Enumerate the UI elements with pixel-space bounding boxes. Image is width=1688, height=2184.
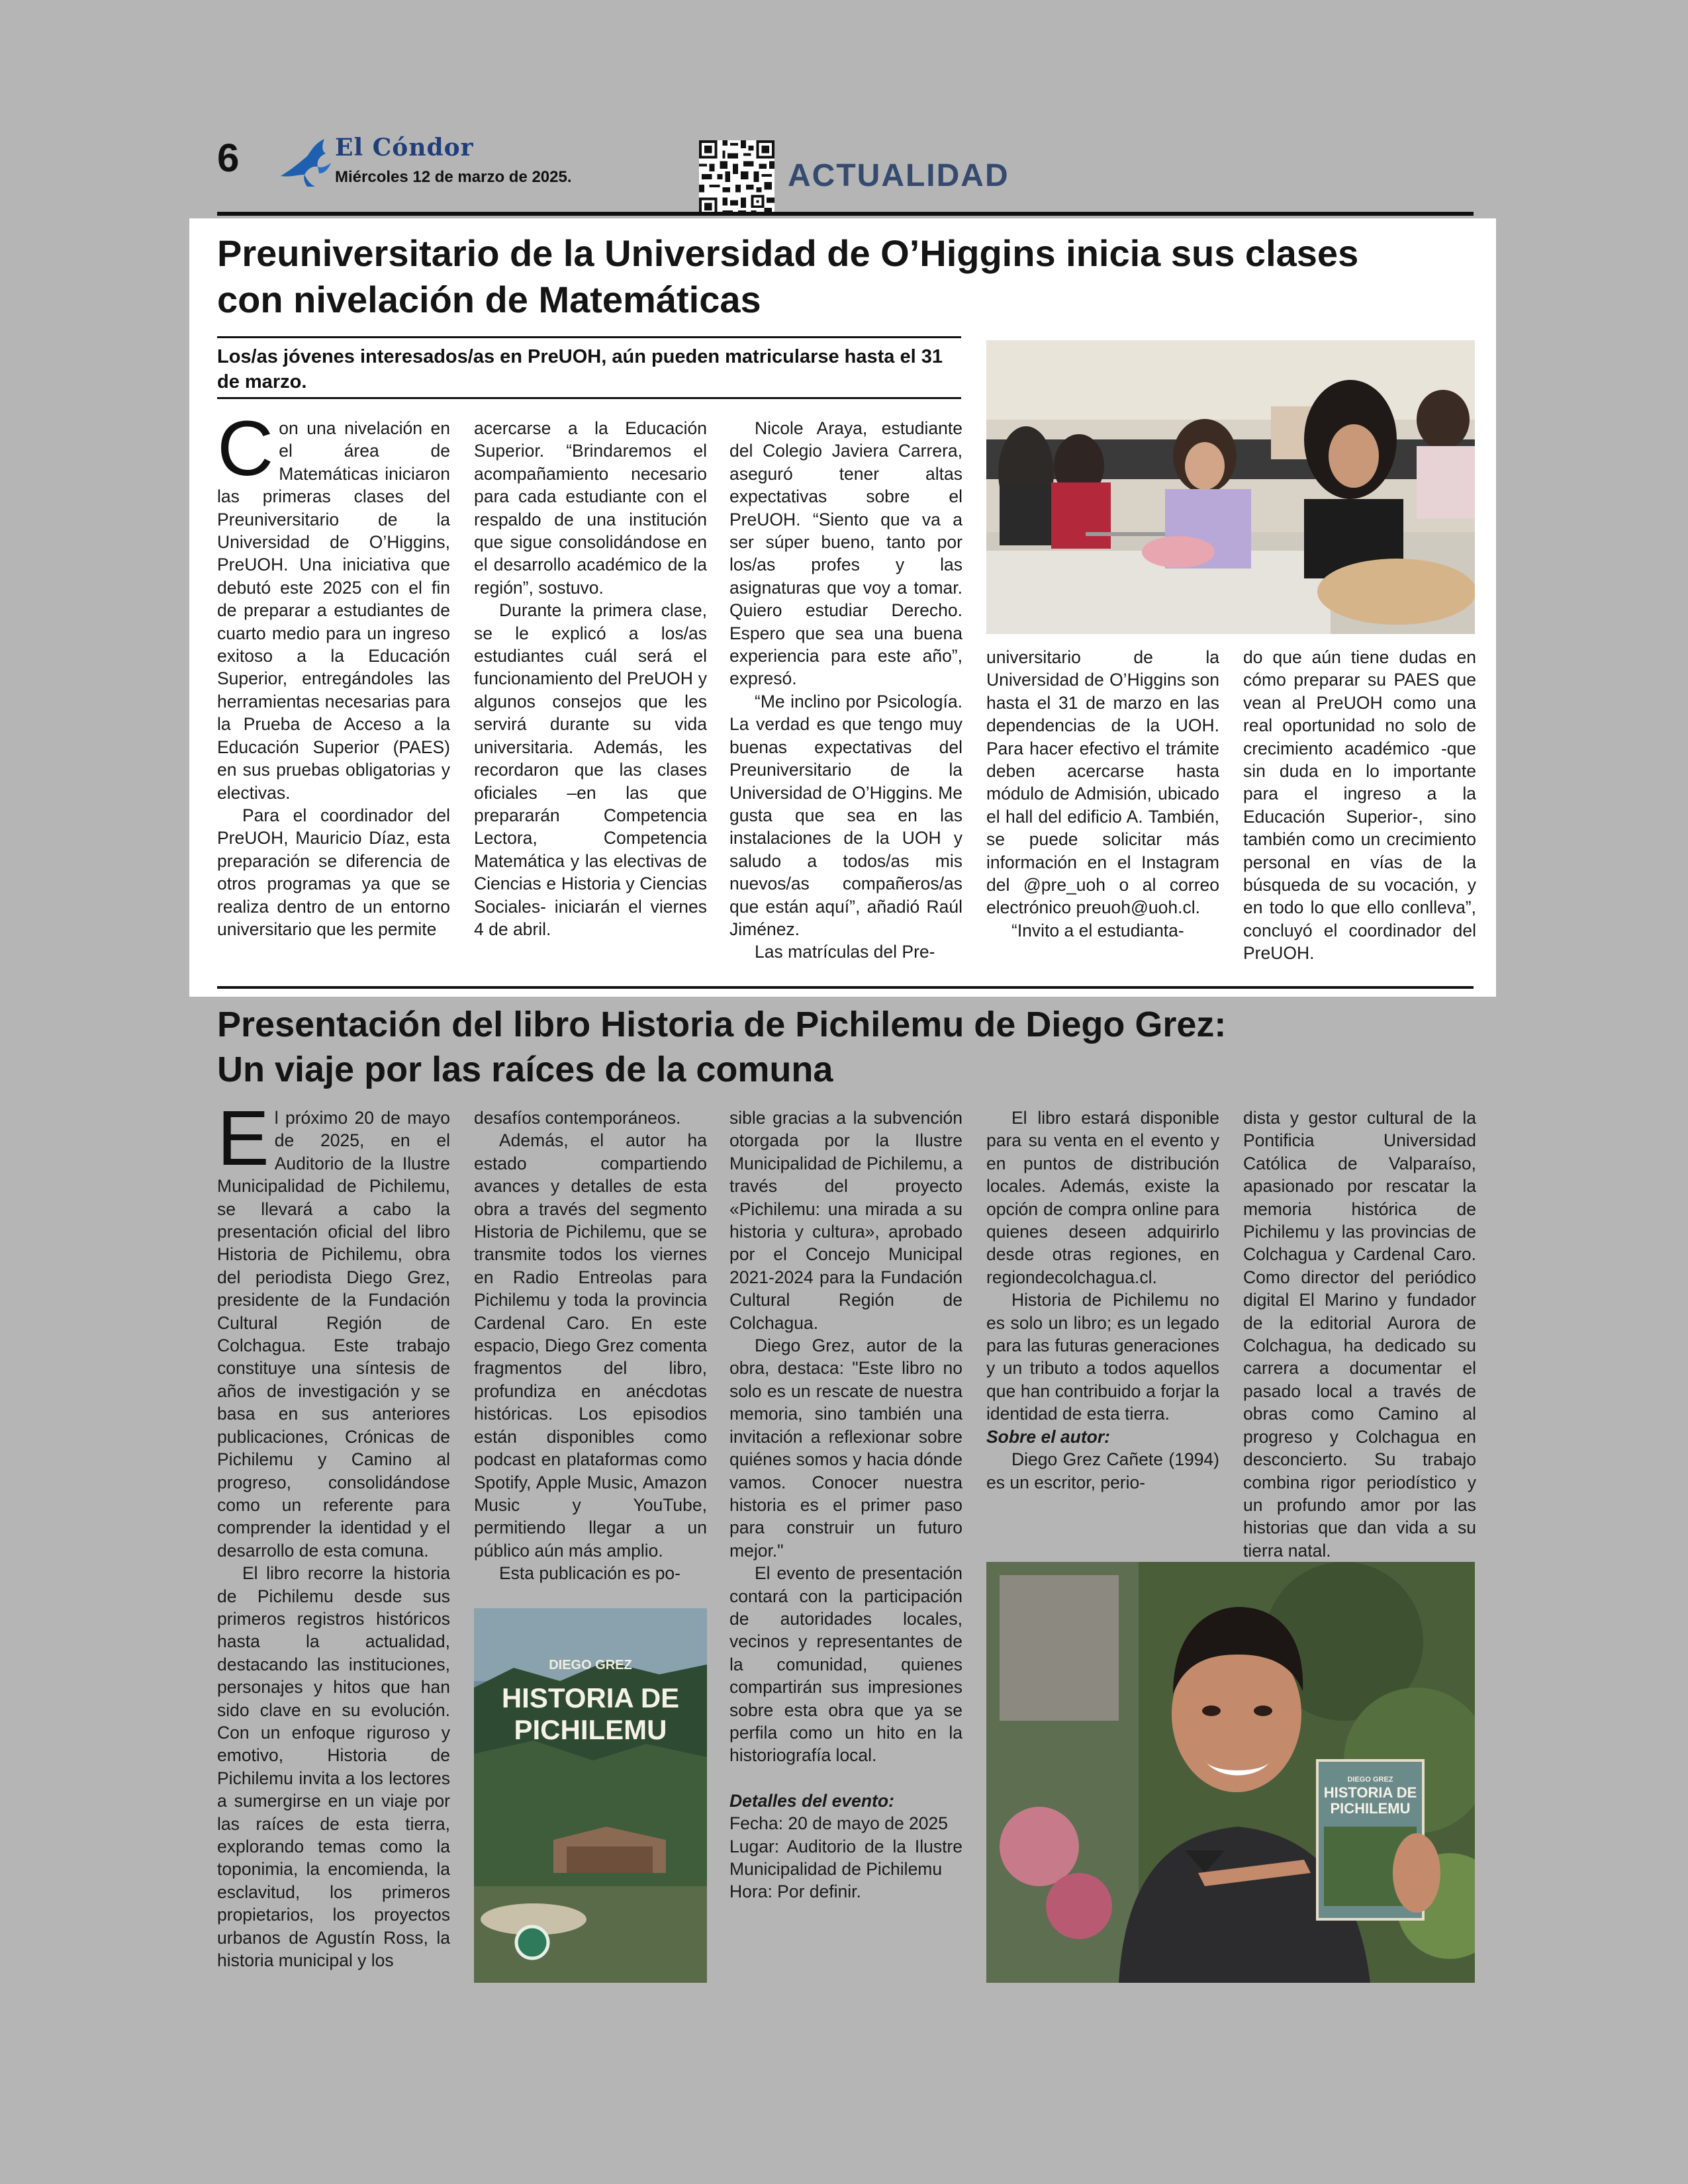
article1-paragraph: Durante la primera clase, se le explicó a los/as estudiantes cuál será el funcionamiento del PreUOH y algunos consejos que les servirá durante su vida universitaria. Además, les recordaron que las clases oficiales –en las que prepararán Competencia Lectora, Competencia Matemática y las electivas de Ciencias e Historia y Ciencias Sociales- iniciarán el viernes 4 de abril. — [474, 600, 707, 939]
article1-column-2 — [474, 417, 707, 966]
article2-column-2 — [474, 1107, 707, 1616]
article2-paragraph: Además, el autor ha estado compartiendo avances y detalles de esta obra a través del segmento Historia de Pichilemu, que se transmite todos los viernes en Radio Entreolas para Pichilemu y toda la provincia Cardenal Caro. En este espacio, Diego Grez comenta fragmentos del libro, profundiza en anécdotas históricas. Los episodios están disponibles como podcast en plataformas como Spotify, Apple Music, Amazon Music y YouTube, permitiendo llegar a un público aún más amplio. — [474, 1130, 707, 1561]
article1-paragraph: do que aún tiene dudas en cómo preparar su PAES que vean al PreUOH como una real oportunidad no solo de crecimiento académico -que sin duda en lo importante para el ingreso a la Educación Superior-, sino también como un crecimiento personal en vías de la búsqueda de su vocación, y en todo lo que ello conlleva”, concluyó el coordinador del PreUOH. — [1243, 647, 1476, 964]
article1-column-1 — [217, 405, 450, 966]
article2-paragraph: sible gracias a la subvención otorgada por la Ilustre Municipalidad de Pichilemu, a través del proyecto «Pichilemu: una mirada a su historia y cultura», aprobado por el Concejo Municipal 2021-2024 para la Fundación Cultural Región de Colchagua. — [729, 1108, 962, 1333]
article2-paragraph: l próximo 20 de mayo de 2025, en el Auditorio de la Ilustre Municipalidad de Pichilemu, se llevará a cabo la presentación oficial del libro Historia de Pichilemu, obra del periodista Diego Grez, presidente de la Fundación Cultural Región de Colchagua. Este trabajo constituye una síntesis de años de investigación y se basa en sus anteriores publicaciones, Crónicas de Pichilemu y Camino al progreso, consolidándose como un referente para comprender la identidad y el desarrollo de esta comuna. — [217, 1108, 450, 1561]
article1-dropcap: C — [217, 405, 274, 492]
article1-paragraph: “Invito a el estudianta- — [1011, 920, 1184, 940]
page-header — [217, 130, 1474, 216]
qr-code-icon — [699, 140, 774, 216]
author-photo-book-author: DIEGO GREZ — [1347, 1776, 1393, 1784]
article1-headline — [217, 230, 1475, 323]
article2-paragraph: El libro recorre la historia de Pichilemu desde sus primeros registros históricos hasta la actualidad, destacando las instituciones, personajes y hitos que han sido clave en su evolución. Con un enfoque riguroso y emotivo, Historia de Pichilemu invita a los lectores a sumergirse en un viaje por las raíces de esta tierra, explorando temas como la toponimia, la encomienda, la esclavitud, los primeros propietarios, los proyectos urbanos de Agustín Ross, la historia municipal y los — [217, 1563, 450, 1971]
article2-paragraph: Diego Grez Cañete (1994) es un escritor, perio- — [986, 1449, 1219, 1492]
article2-column-3 — [729, 1107, 962, 1987]
article1-column-3 — [729, 417, 962, 966]
deck-rule-bottom — [217, 397, 961, 399]
event-time: Hora: Por definir. — [729, 1882, 861, 1902]
section-label: ACTUALIDAD — [788, 158, 1009, 193]
article2-headline — [217, 1002, 1475, 1092]
author-photo-book-title-line1: HISTORIA DE — [1323, 1784, 1417, 1801]
book-cover-title-line1: HISTORIA DE — [501, 1682, 680, 1713]
article2-headline-line2: Un viaje por las raíces de la comuna — [217, 1050, 833, 1089]
article2-paragraph: dista y gestor cultural de la Pontificia Universidad Católica de Valparaíso, apasionado por rescatar la memoria histórica de Pichilemu y las provincias de Colchagua y Cardenal Caro. Como director del periódico digital El Marino y fundador de la editorial Aurora de Colchagua, ha dedicado su carrera a documentar el pasado local a través de obras como Camino al progreso y Colchagua en desconcierto. Su trabajo combina rigor periodístico y un profundo amor por las historias que dan vida a su tierra natal. — [1243, 1108, 1476, 1561]
article1-paragraph: acercarse a la Educación Superior. “Brindaremos el acompañamiento necesario para cada estudiante con el respaldo de una institución que sigue consolidándose en el desarrollo académico de la región”, sostuvo. — [474, 418, 707, 598]
article1-paragraph: Nicole Araya, estudiante del Colegio Javiera Carrera, aseguró tener altas expectativas sobre el PreUOH. “Siento que va a ser súper bueno, tanto por los/as profes y las asignaturas que voy a tomar. Quiero estudiar Derecho. Espero que sea una buena experiencia para este año”, expresó. — [729, 418, 962, 689]
header-divider — [217, 212, 1474, 216]
article1-headline-line1: Preuniversitario de la Universidad de O’Higgins inicia sus clases — [217, 232, 1359, 274]
article-divider — [217, 986, 1474, 989]
article2-paragraph: Diego Grez, autor de la obra, destaca: "Este libro no solo es un rescate de nuestra memoria, sino también una invitación a reflexionar sobre quiénes somos y hacia dónde vamos. Conocer nuestra historia es el primer paso para construir un futuro mejor." — [729, 1336, 962, 1561]
article1-paragraph: Para el coordinador del PreUOH, Mauricio Díaz, esta preparación se diferencia de otros programas ya que se realiza dentro de un entorno universitario que les permite — [217, 805, 450, 939]
article1-column-4 — [986, 646, 1219, 970]
book-cover-author: DIEGO GREZ — [549, 1658, 632, 1672]
article2-paragraph: Historia de Pichilemu no es solo un libro; es un legado para las futuras generaciones y un tributo a todos aquellos que han contribuido a forjar la identidad de esta tierra. — [986, 1290, 1219, 1424]
header-date: Miércoles 12 de marzo de 2025. — [335, 168, 572, 186]
article1-headline-line2: con nivelación de Matemáticas — [217, 279, 761, 320]
article2-column-1 — [217, 1095, 450, 1987]
condor-logo-icon — [278, 136, 335, 189]
article2-paragraph: El evento de presentación contará con la participación de autoridades locales, vecinos y representantes de la comunidad, quienes compartirán sus impresiones sobre esta obra que ya se perfila como un hito en la historiografía local. — [729, 1563, 962, 1766]
article1-paragraph: “Me inclino por Psicología. La verdad es que tengo muy buenas expectativas del Preuniversitario de la Universidad de O’Higgins. Me gusta que sea en las instalaciones de la UOH y saludo a todos/as mis nuevos/as compañeros/as que están aquí”, añadió Raúl Jiménez. — [729, 691, 962, 939]
article2-headline-line1: Presentación del libro Historia de Pichilemu de Diego Grez: — [217, 1005, 1227, 1044]
article2-column-4 — [986, 1107, 1219, 1557]
book-cover-image — [474, 1608, 707, 1983]
students-classroom-photo — [986, 340, 1475, 634]
article1-deck: Los/as jóvenes interesados/as en PreUOH, aún pueden matricularse hasta el 31 de marzo. — [217, 346, 943, 392]
event-date: Fecha: 20 de mayo de 2025 — [729, 1813, 949, 1834]
article1-paragraph: on una nivelación en el área de Matemáticas iniciaron las primeras clases del Preuniversitario de la Universidad de O’Higgins, PreUOH. Una iniciativa que debutó este 2025 con el fin de preparar a estudiantes de cuarto medio para un ingreso exitoso a la Educación Superior, entregándoles las herramientas necesarias para la Prueba de Acceso a la Educación Superior (PAES) en sus pruebas obligatorias y electivas. — [217, 418, 450, 803]
masthead-title: El Cóndor — [335, 134, 474, 161]
event-location: Lugar: Auditorio de la Ilustre Municipalidad de Pichilemu — [729, 1836, 962, 1879]
page-number: 6 — [217, 136, 240, 180]
article2-paragraph: desafíos contemporáneos. — [474, 1108, 681, 1128]
article1-column-5 — [1243, 646, 1476, 970]
article2-paragraph: Esta publicación es po- — [499, 1563, 680, 1584]
author-photo-book-title-line2: PICHILEMU — [1330, 1800, 1411, 1817]
article2-paragraph: El libro estará disponible para su venta en el evento y en puntos de distribución locales. Además, existe la opción de compra online para quienes deseen adquirirlo desde otras regiones, en regiondecolchagua.cl. — [986, 1108, 1219, 1287]
article2-column-5 — [1243, 1107, 1476, 1561]
about-author-subhead: Sobre el autor: — [986, 1426, 1111, 1447]
author-photo — [986, 1562, 1475, 1983]
article1-paragraph: Las matrículas del Pre- — [755, 942, 935, 962]
article2-dropcap: E — [217, 1095, 269, 1182]
deck-rule-top — [217, 336, 961, 338]
article1-paragraph: universitario de la Universidad de O’Higgins son hasta el 31 de marzo en las dependencias de la UOH. Para hacer efectivo el trámite deben acercarse hasta módulo de Admisión, ubicado el hall del edificio A. También, se puede solicitar más información en el Instagram del @pre_uoh o al correo electrónico preuoh@uoh.cl. — [986, 647, 1219, 918]
book-cover-title-line2: PICHILEMU — [514, 1714, 667, 1745]
event-details-title: Detalles del evento: — [729, 1790, 894, 1811]
